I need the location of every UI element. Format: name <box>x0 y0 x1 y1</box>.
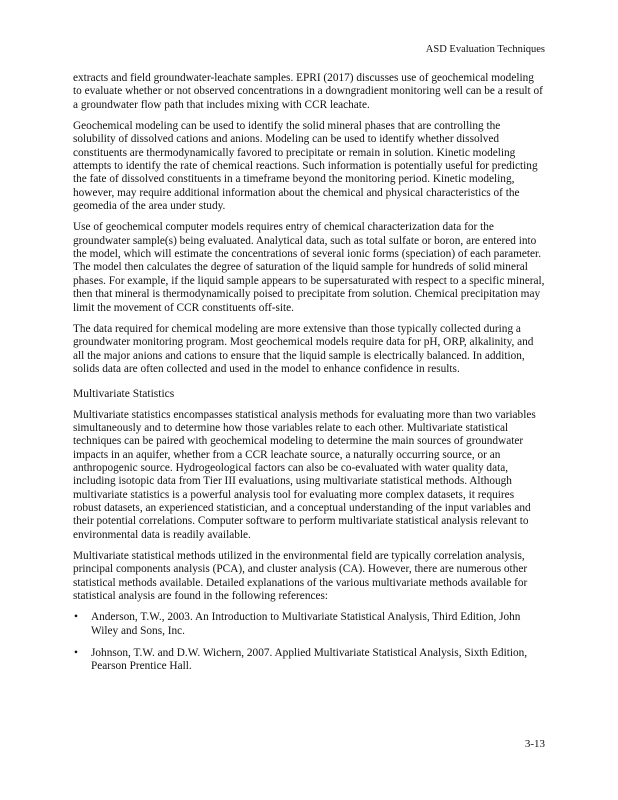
paragraph: extracts and field groundwater-leachate samples. EPRI (2017) discusses use of geochemical modeling to evaluate whether or not observed concentrations in a downgradient monitoring well can be a result of a groundwater flow path that includes mixing with CCR leachate. <box>73 72 543 111</box>
page-number: 3-13 <box>524 738 545 750</box>
reference-text: Johnson, T.W. and D.W. Wichern, 2007. Applied Multivariate Statistical Analysis, Sixth Edition, Pearson Prentice Hall. <box>91 647 528 673</box>
paragraph: Multivariate statistics encompasses statistical analysis methods for evaluating more than two variables simultaneously and to determine how those variables relate to each other. Multivariate statistical techniques can be paired with geochemical modeling to determine the main sources of groundwater impacts in an aquifer, whether from a CCR leachate source, a naturally occurring source, or an anthropogenic source. Hydrogeological factors can also be co-evaluated with water quality data, including isotopic data from Tier III evaluations, using multivariate statistical methods. Although multivariate statistics is a powerful analysis tool for evaluating more complex datasets, it requires robust datasets, an experienced statistician, and a conceptual understanding of the input variables and their potential correlations. Computer software to perform multivariate statistical analysis relevant to environmental data is readily available. <box>73 408 536 541</box>
reference-list <box>73 611 545 673</box>
running-header: ASD Evaluation Techniques <box>425 44 545 55</box>
page-body <box>73 72 545 683</box>
paragraph: The data required for chemical modeling are more extensive than those typically collected during a groundwater monitoring program. Most geochemical models require data for pH, ORP, alkalinity, and all the major anions and cations to ensure that the liquid sample is electrically balanced. In addition, solids data are often collected and used in the model to enhance confidence in results. <box>73 322 534 375</box>
section-heading: Multivariate Statistics <box>73 388 175 401</box>
paragraph: Geochemical modeling can be used to identify the solid mineral phases that are controlling the solubility of dissolved cations and anions. Modeling can be used to identify whether dissolved constituents are thermodynamically favored to precipitate or remain in solution. Kinetic modeling attempts to identify the rate of chemical reactions. Such information is potentially useful for predicting the fate of dissolved constituents in a timeframe beyond the monitoring period. Kinetic modeling, however, may require additional information about the chemical and physical characteristics of the geomedia of the area under study. <box>73 120 538 213</box>
reference-item <box>73 647 545 674</box>
bullet-icon: • <box>74 647 78 660</box>
paragraph: Multivariate statistical methods utilized in the environmental field are typically correlation analysis, principal components analysis (PCA), and cluster analysis (CA). However, there are numerous other statistical methods available. Detailed explanations of the various multivariate methods available for statistical analysis are found in the following references: <box>73 550 528 603</box>
reference-text: Anderson, T.W., 2003. An Introduction to Multivariate Statistical Analysis, Third Edition, John Wiley and Sons, Inc. <box>91 611 521 637</box>
bullet-icon: • <box>74 611 78 624</box>
paragraph: Use of geochemical computer models requires entry of chemical characterization data for the groundwater sample(s) being evaluated. Analytical data, such as total sulfate or boron, are entered into the model, which will estimate the concentrations of several ionic forms (speciation) of each parameter. The model then calculates the degree of saturation of the liquid sample for hundreds of solid mineral phases. For example, if the liquid sample appears to be supersaturated with respect to a specific mineral, then that mineral is thermodynamically poised to precipitate from solution. Chemical precipitation may limit the movement of CCR constituents off-site. <box>73 221 545 314</box>
reference-item <box>73 611 545 638</box>
